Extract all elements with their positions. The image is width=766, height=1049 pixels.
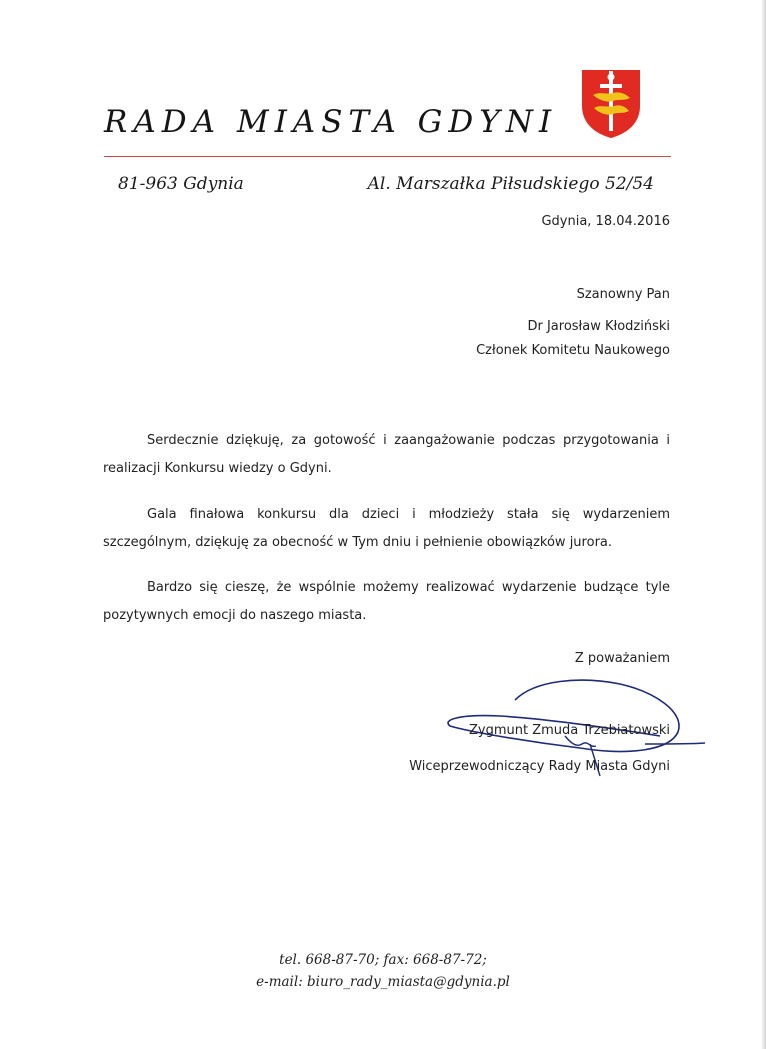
recipient-role: Członek Komitetu Naukowego — [476, 343, 670, 358]
body-paragraph-3: Bardzo się cieszę, że wspólnie możemy realizować wydarzenie budzące tyle pozytywnych emocji do naszego miasta. — [103, 580, 670, 623]
footer-contact-phone: tel. 668-87-70; fax: 668-87-72; — [279, 952, 487, 968]
signatory-name: Zygmunt Zmuda Trzebiatowski — [468, 723, 670, 738]
recipient-name: Dr Jarosław Kłodziński — [527, 319, 670, 334]
gdynia-coat-of-arms-icon — [580, 68, 642, 140]
salutation: Szanowny Pan — [576, 287, 670, 302]
body-paragraph-2: Gala finałowa konkursu dla dzieci i młodzieży stała się wydarzeniem szczególnym, dziękuję za obecność w Tym dniu i pełnienie obowiązków jurora. — [103, 507, 670, 550]
council-name-heading: RADA MIASTA GDYNI — [104, 104, 558, 140]
postal-code-city: 81-963 Gdynia — [118, 174, 244, 194]
letter-date: Gdynia, 18.04.2016 — [541, 214, 670, 229]
footer-contact-email: e-mail: biuro_rady_miasta@gdynia.pl — [256, 974, 510, 990]
page-edge-shadow — [762, 0, 766, 1049]
signatory-title: Wiceprzewodniczący Rady Miasta Gdyni — [409, 759, 670, 774]
body-paragraph-1: Serdecznie dziękuję, za gotowość i zaangażowanie podczas przygotowania i realizacji Konkursu wiedzy o Gdyni. — [103, 433, 670, 476]
closing-phrase: Z poważaniem — [574, 651, 670, 666]
street-address: Al. Marszałka Piłsudskiego 52/54 — [367, 174, 654, 194]
header-divider — [104, 156, 671, 157]
